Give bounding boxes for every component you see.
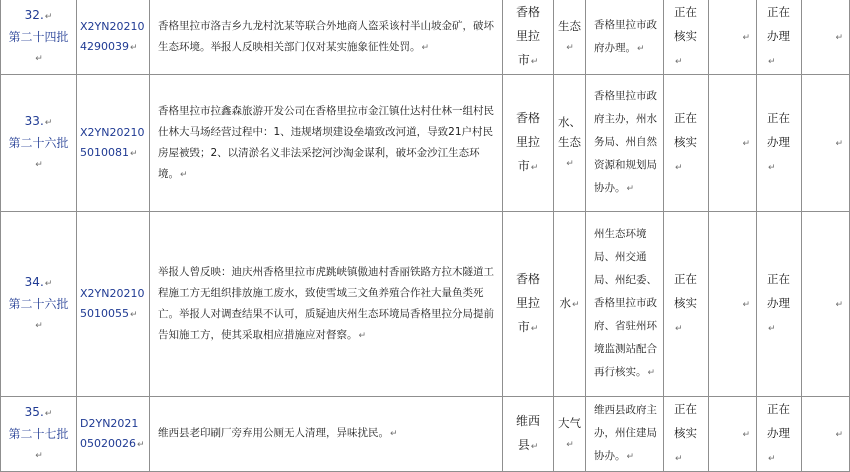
case-code-cell: X2YN202104290039↵ [77, 0, 150, 75]
case-code-cell: D2YN202105020026↵ [77, 397, 150, 472]
empty-cell: ↵ [709, 397, 757, 472]
progress-status-cell: 正在办理↵ [757, 75, 802, 212]
region-cell: 香格里拉市↵ [503, 75, 554, 212]
row-index-cell: 34.↵ 第二十六批↵ [1, 212, 77, 397]
empty-cell: ↵ [709, 0, 757, 75]
pollution-type-cell: 生态↵ [554, 0, 586, 75]
progress-status-cell: 正在办理↵ [757, 397, 802, 472]
empty-cell: ↵ [802, 0, 850, 75]
empty-cell: ↵ [802, 212, 850, 397]
pollution-type-cell: 大气↵ [554, 397, 586, 472]
responsible-unit-cell: 香格里拉市政府主办，州水务局、州自然资源和规划局协办。↵ [586, 75, 664, 212]
table-row [1, 397, 850, 472]
progress-status-cell: 正在办理↵ [757, 0, 802, 75]
complaint-content-cell: 香格里拉市拉鑫森旅游开发公司在香格里拉市金江镇仕达村仕林一组村民仕林大马场经营过程中：1、违规堵坝建设垒墙致改河道，导致21户村民房屋被毁；2、以清淤名义非法采挖河沙淘金谋利，破坏金沙江生态环境。↵ [150, 75, 503, 212]
region-cell: 香格里拉市↵ [503, 212, 554, 397]
table-row [1, 212, 850, 397]
region-cell: 香格里拉市↵ [503, 0, 554, 75]
progress-status-cell: 正在办理↵ [757, 212, 802, 397]
case-code-cell: X2YN202105010055↵ [77, 212, 150, 397]
verification-status-cell: 正在核实↵ [664, 397, 709, 472]
responsible-unit-cell: 维西县政府主办，州住建局协办。↵ [586, 397, 664, 472]
complaint-content-cell: 维西县老印刷厂旁弃用公厕无人清理，异味扰民。↵ [150, 397, 503, 472]
pollution-type-cell: 水↵ [554, 212, 586, 397]
row-index-cell: 35.↵ 第二十七批↵ [1, 397, 77, 472]
responsible-unit-cell: 州生态环境局、州交通局、州纪委、香格里拉市政府、省驻州环境监测站配合再行核实。↵ [586, 212, 664, 397]
empty-cell: ↵ [709, 75, 757, 212]
empty-cell: ↵ [709, 212, 757, 397]
verification-status-cell: 正在核实↵ [664, 0, 709, 75]
case-code-cell: X2YN202105010081↵ [77, 75, 150, 212]
region-cell: 维西县↵ [503, 397, 554, 472]
empty-cell: ↵ [802, 397, 850, 472]
complaint-content-cell: 香格里拉市洛吉乡九龙村沈某等联合外地商人盗采该村半山坡金矿，破坏生态环境。举报人反映相关部门仅对某实施象征性处罚。↵ [150, 0, 503, 75]
empty-cell: ↵ [802, 75, 850, 212]
verification-status-cell: 正在核实↵ [664, 212, 709, 397]
table-row [1, 75, 850, 212]
row-index-cell: 32.↵ 第二十四批↵ [1, 0, 77, 75]
complaint-content-cell: 举报人曾反映：迪庆州香格里拉市虎跳峡镇傲迪村香丽铁路方拉木隧道工程施工方无组织排放施工废水，致使雪域三文鱼养殖合作社大量鱼类死亡。举报人对调查结果不认可，质疑迪庆州生态环境局香格里拉分局提前告知施工方，使其采取相应措施应对督察。↵ [150, 212, 503, 397]
verification-status-cell: 正在核实↵ [664, 75, 709, 212]
table-row [1, 0, 850, 75]
row-index-cell: 33.↵ 第二十六批↵ [1, 75, 77, 212]
responsible-unit-cell: 香格里拉市政府办理。↵ [586, 0, 664, 75]
pollution-type-cell: 水、生态↵ [554, 75, 586, 212]
